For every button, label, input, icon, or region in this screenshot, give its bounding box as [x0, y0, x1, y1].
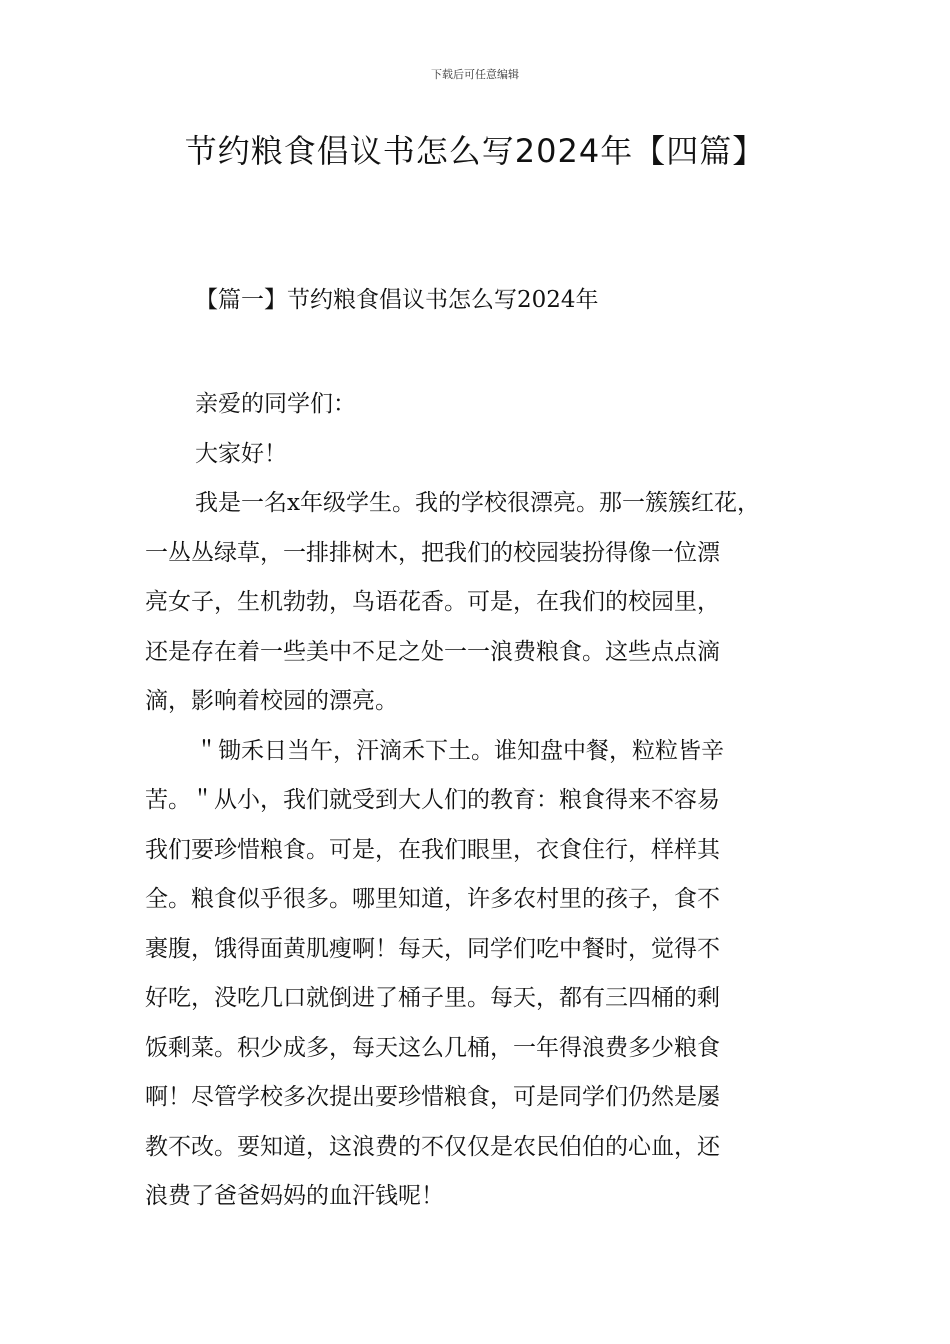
document-title: 节约粮食倡议书怎么写2024年【四篇】 [184, 132, 766, 170]
salutation: 亲爱的同学们： [195, 391, 356, 417]
paragraph-1-line: 滴，影响着校园的漂亮。 [145, 688, 398, 714]
paragraph-1-line: 亮女子，生机勃勃，鸟语花香。可是，在我们的校园里， [145, 589, 720, 615]
paragraph-2 [145, 727, 815, 1222]
section-heading: 【篇一】节约粮食倡议书怎么写2024年 [195, 287, 599, 313]
paragraph-2-line: 我们要珍惜粮食。可是，在我们眼里，衣食住行，样样其 [145, 836, 720, 863]
paragraph-2-line: 饭剩菜。积少成多，每天这么几桶，一年得浪费多少粮食 [145, 1034, 720, 1061]
header-note: 下载后可任意编辑 [431, 68, 519, 81]
paragraph-2-line: 裹腹，饿得面黄肌瘦啊！每天，同学们吃中餐时，觉得不 [145, 935, 720, 962]
greeting: 大家好！ [195, 440, 287, 467]
body-text [145, 380, 815, 1222]
paragraph-1-line: 一丛丛绿草，一排排树木，把我们的校园装扮得像一位漂 [145, 539, 720, 566]
paragraph-2-line: 苦。＂从小，我们就受到大人们的教育：粮食得来不容易 [145, 787, 720, 813]
paragraph-2-line: ＂锄禾日当午，汗滴禾下土。谁知盘中餐，粒粒皆辛 [195, 737, 724, 764]
paragraph-1-line: 我是一名x年级学生。我的学校很漂亮。那一簇簇红花， [195, 490, 760, 516]
paragraph-1 [145, 479, 815, 727]
paragraph-2-line: 啊！尽管学校多次提出要珍惜粮食，可是同学们仍然是屡 [145, 1084, 720, 1110]
paragraph-2-line: 教不改。要知道，这浪费的不仅仅是农民伯伯的心血，还 [145, 1133, 720, 1160]
paragraph-2-line: 好吃，没吃几口就倒进了桶子里。每天，都有三四桶的剩 [145, 985, 720, 1011]
paragraph-2-line: 浪费了爸爸妈妈的血汗钱呢！ [145, 1183, 444, 1209]
paragraph-1-line: 还是存在着一些美中不足之处一一浪费粮食。这些点点滴 [145, 638, 720, 665]
paragraph-2-line: 全。粮食似乎很多。哪里知道，许多农村里的孩子，食不 [145, 886, 720, 912]
